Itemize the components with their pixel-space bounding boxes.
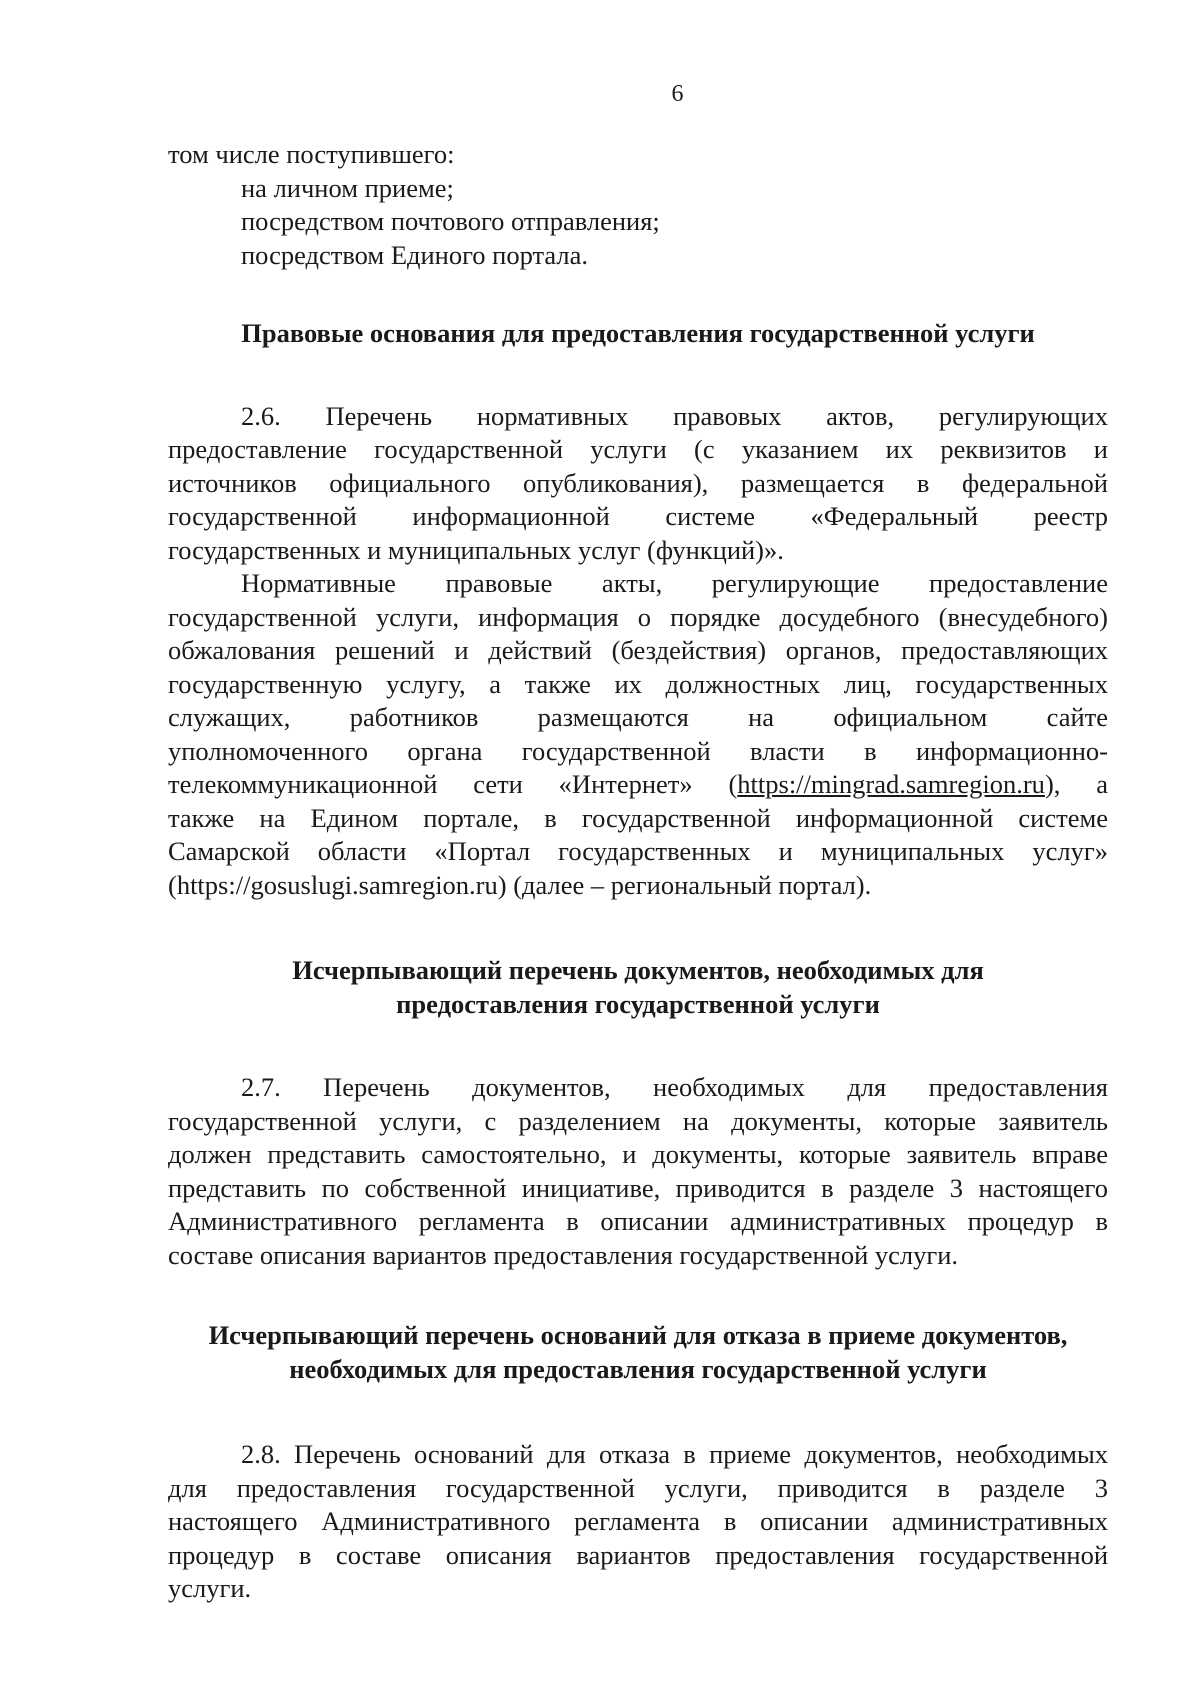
para-2-6-line-2: предоставление государственной услуги (с указанием их реквизитов и	[168, 434, 1108, 464]
para-normative-line-2: государственной услуги, информация о порядке досудебного (внесудебного)	[168, 601, 1108, 632]
page-number: 6	[671, 81, 684, 107]
para-normative-line-10: (https://gosuslugi.samregion.ru) (далее – региональный портал).	[168, 869, 872, 900]
para-2-6-line-3: источников официального опубликования), размещается в федеральной	[168, 467, 1108, 498]
heading-documents-line-2: предоставления государственной услуги	[396, 988, 880, 1019]
para-2-7-line-3: должен представить самостоятельно, и документы, которые заявитель вправе	[168, 1139, 1108, 1169]
para-2-7-line-1: 2.7. Перечень документов, необходимых для предоставления	[241, 1072, 1108, 1102]
link-line-suffix: ), а	[1044, 769, 1108, 799]
para-normative-line-5: служащих, работников размещаются на официальном сайте	[168, 702, 1108, 732]
para-2-7-line-2: государственной услуги, с разделением на документы, которые заявитель	[168, 1105, 1108, 1136]
para-2-8-line-3: настоящего Административного регламента в описании административных	[168, 1506, 1108, 1536]
para-normative-line-1: Нормативные правовые акты, регулирующие предоставление	[241, 568, 1108, 598]
para-2-6-line-1: 2.6. Перечень нормативных правовых актов, регулирующих	[241, 400, 1108, 431]
heading-documents-line-1: Исчерпывающий перечень документов, необходимых для	[292, 955, 984, 985]
para-2-8-line-1: 2.8. Перечень оснований для отказа в приеме документов, необходимых	[241, 1439, 1108, 1469]
para-2-8-line-5: услуги.	[168, 1573, 252, 1603]
para-2-8-line-2: для предоставления государственной услуги, приводится в разделе 3	[168, 1472, 1108, 1503]
para-2-6-line-4: государственной информационной системе «Федеральный реестр	[168, 501, 1108, 531]
link-line-prefix: телекоммуникационной сети «Интернет» (	[168, 769, 738, 799]
intro-item-personal: на личном приеме;	[241, 172, 454, 203]
intro-line: том числе поступившего:	[168, 139, 455, 169]
para-normative-line-4: государственную услугу, а также их должностных лиц, государственных	[168, 668, 1108, 699]
para-2-8-line-4: процедур в составе описания вариантов предоставления государственной	[168, 1539, 1108, 1570]
page-content	[168, 138, 1108, 1606]
para-normative-link-line	[168, 768, 1108, 802]
para-2-6-line-5: государственных и муниципальных услуг (функций)».	[168, 534, 784, 565]
heading-refusal-line-2: необходимых для предоставления государственной услуги	[289, 1353, 987, 1384]
intro-item-portal: посредством Единого портала.	[241, 239, 589, 270]
para-2-7-line-5: Административного регламента в описании административных процедур в	[168, 1206, 1108, 1236]
mingrad-link[interactable]: https://mingrad.samregion.ru	[737, 769, 1045, 799]
para-2-7-line-4: представить по собственной инициативе, приводится в разделе 3 настоящего	[168, 1172, 1108, 1203]
para-normative-line-8: также на Едином портале, в государственной информационной системе	[168, 802, 1108, 833]
intro-item-post: посредством почтового отправления;	[241, 206, 660, 236]
para-normative-line-9: Самарской области «Портал государственных и муниципальных услуг»	[168, 836, 1108, 866]
heading-refusal-line-1: Исчерпывающий перечень оснований для отказа в приеме документов,	[208, 1320, 1068, 1350]
para-normative-line-3: обжалования решений и действий (бездействия) органов, предоставляющих	[168, 635, 1108, 665]
heading-legal-basis: Правовые основания для предоставления государственной услуги	[241, 318, 1035, 348]
para-normative-line-6: уполномоченного органа государственной власти в информационно-	[168, 735, 1108, 766]
para-2-7-line-6: составе описания вариантов предоставления государственной услуги.	[168, 1239, 959, 1270]
